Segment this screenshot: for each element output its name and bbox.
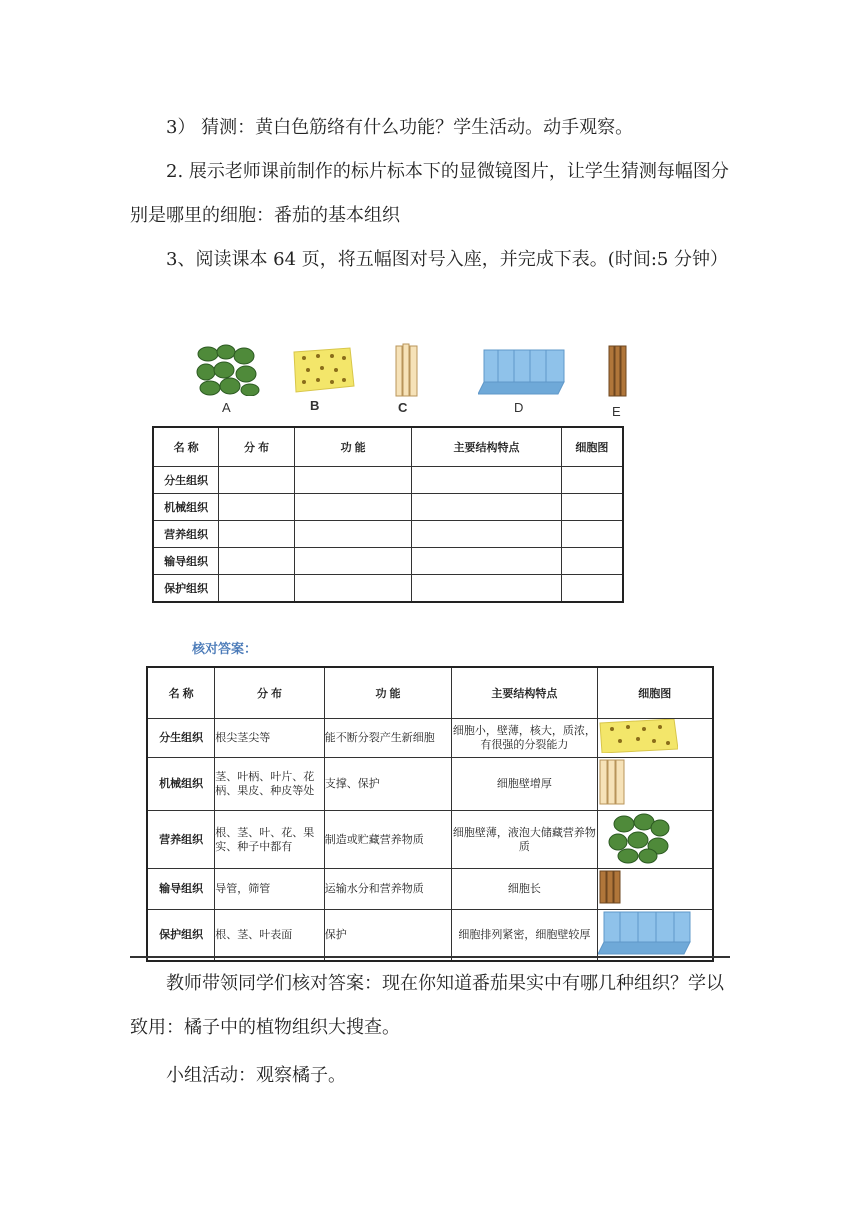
row-distribution: 茎、叶柄、叶片、花柄、果皮、种皮等处 [215, 758, 325, 811]
table-row [147, 758, 713, 811]
row-name: 机械组织 [153, 494, 219, 521]
para-teacher-check: 教师带领同学们核对答案：现在你知道番茄果实中有哪几种组织？学以致用：橘子中的植物组织大搜查。 [130, 973, 724, 1038]
blue-tissue-image [478, 348, 568, 396]
header-features: 主要结构特点 [412, 427, 561, 467]
brown-tissue-image [598, 869, 624, 905]
row-function: 运输水分和营养物质 [324, 869, 451, 910]
column-tissue-image [598, 758, 628, 806]
answer-figure [130, 630, 730, 958]
table-row [147, 811, 713, 869]
row-name: 保护组织 [147, 910, 215, 962]
label-b: B [310, 398, 320, 413]
answer-heading: 核对答案： [192, 641, 258, 656]
cell-image [597, 719, 713, 758]
header-function: 功 能 [324, 667, 451, 719]
table-header-row [153, 427, 623, 467]
row-distribution: 根、茎、叶表面 [215, 910, 325, 962]
row-name: 营养组织 [153, 521, 219, 548]
para-group-activity: 小组活动：观察橘子。 [166, 1065, 346, 1086]
row-features: 细胞长 [452, 869, 597, 910]
yellow-tissue-image [290, 346, 356, 394]
row-name: 营养组织 [147, 811, 215, 869]
label-a: A [222, 400, 231, 415]
row-function: 保护 [324, 910, 451, 962]
header-function: 功 能 [294, 427, 411, 467]
row-distribution: 根、茎、叶、花、果实、种子中都有 [215, 811, 325, 869]
cell-image [597, 869, 713, 910]
header-cell-image: 细胞图 [597, 667, 713, 719]
row-function: 制造或贮藏营养物质 [324, 811, 451, 869]
header-name: 名 称 [153, 427, 219, 467]
header-distribution: 分 布 [219, 427, 295, 467]
row-features: 细胞壁薄，液泡大储藏营养物质 [452, 811, 597, 869]
tissue-figure-blank [130, 338, 646, 612]
table-row [153, 575, 623, 603]
row-name: 保护组织 [153, 575, 219, 603]
row-distribution: 导管，筛管 [215, 869, 325, 910]
table-header-row [147, 667, 713, 719]
brown-tissue-image [608, 344, 628, 398]
answer-table [146, 666, 714, 962]
row-name: 输导组织 [153, 548, 219, 575]
para-show-images: 2. 展示老师课前制作的标片标本下的显微镜图片，让学生猜测每幅图分别是哪里的细胞：番茄的基本组织 [130, 161, 729, 226]
table-row [147, 869, 713, 910]
green-tissue-image [598, 812, 678, 864]
table-row [147, 910, 713, 962]
row-features: 细胞壁增厚 [452, 758, 597, 811]
blue-tissue-image [598, 910, 694, 956]
row-name: 输导组织 [147, 869, 215, 910]
para-guess-text: 3） 猜测：黄白色筋络有什么功能？学生活动。动手观察。 [166, 117, 634, 138]
table-row [153, 467, 623, 494]
table-row [153, 494, 623, 521]
row-name: 分生组织 [147, 719, 215, 758]
green-tissue-image [196, 344, 260, 396]
blank-tissue-table [152, 426, 624, 603]
row-function: 支撑、保护 [324, 758, 451, 811]
para-guess [130, 106, 730, 150]
table-row [153, 548, 623, 575]
label-d: D [514, 400, 524, 415]
header-features: 主要结构特点 [452, 667, 597, 719]
cell-image [597, 811, 713, 869]
header-cell-image: 细胞图 [561, 427, 623, 467]
row-name: 分生组织 [153, 467, 219, 494]
label-e: E [612, 404, 621, 419]
row-function: 能不断分裂产生新细胞 [324, 719, 451, 758]
row-name: 机械组织 [147, 758, 215, 811]
row-features: 细胞小，壁薄，核大，质浓，有很强的分裂能力 [452, 719, 597, 758]
yellow-tissue-image [598, 719, 678, 753]
para-read-book: 3、阅读课本 64 页，将五幅图对号入座，并完成下表。(时间:5 分钟） [166, 249, 729, 270]
cell-image [597, 910, 713, 962]
row-features: 细胞排列紧密，细胞壁较厚 [452, 910, 597, 962]
header-name: 名 称 [147, 667, 215, 719]
header-distribution: 分 布 [215, 667, 325, 719]
row-distribution: 根尖茎尖等 [215, 719, 325, 758]
figure-bottom-rule [130, 956, 730, 958]
table-row [153, 521, 623, 548]
table-row [147, 719, 713, 758]
column-tissue-image [394, 342, 420, 398]
label-c: C [398, 400, 408, 415]
cell-image [597, 758, 713, 811]
